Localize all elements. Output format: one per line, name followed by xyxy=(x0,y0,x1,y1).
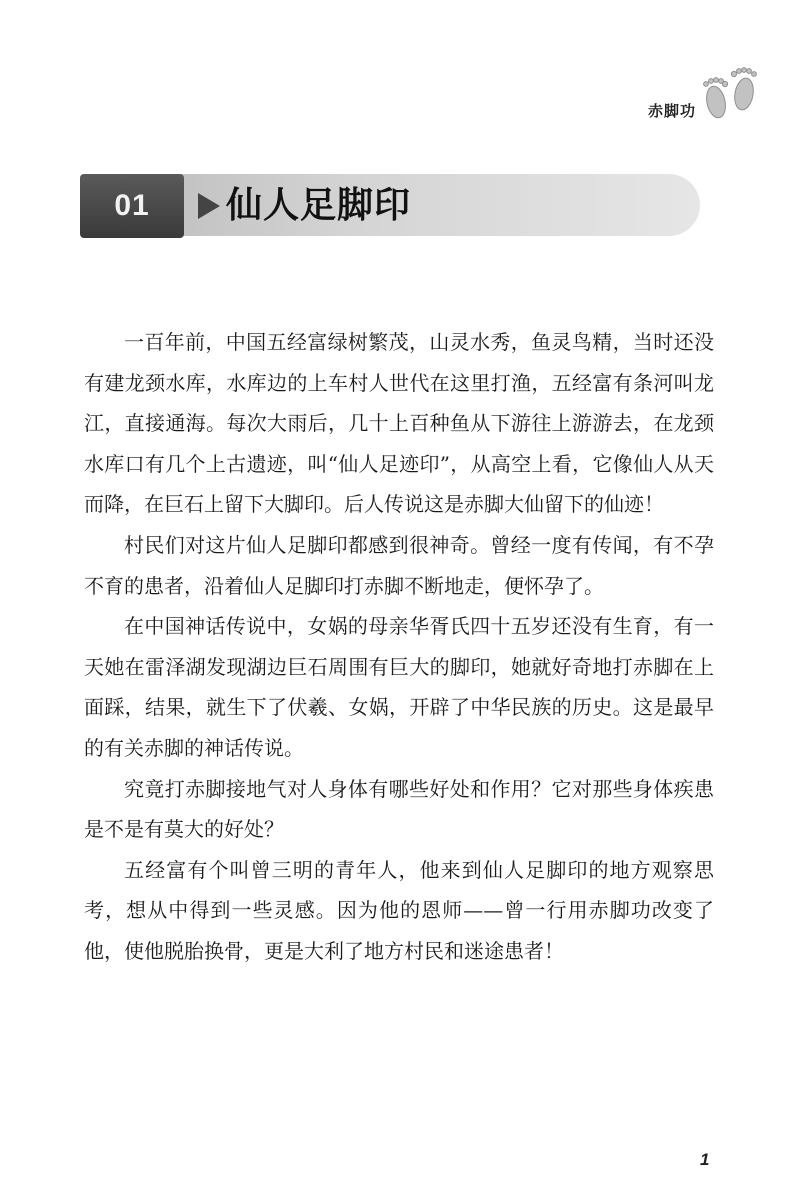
page-number: 1 xyxy=(700,1150,710,1169)
chapter-number: 01 xyxy=(80,174,184,238)
running-title: 赤脚功 xyxy=(648,102,697,120)
paragraph: 五经富有个叫曾三明的青年人，他来到仙人足脚印的地方观察思考，想从中得到一些灵感。因为他的恩师——曾一行用赤脚功改变了他，使他脱胎换骨，更是大利了地方村民和迷途患者！ xyxy=(84,857,714,963)
triangle-right-icon xyxy=(198,193,220,219)
paragraph: 村民们对这片仙人足脚印都感到很神奇。曾经一度有传闻，有不孕不育的患者，沿着仙人足脚印打赤脚不断地走，便怀孕了。 xyxy=(84,532,714,598)
body-text xyxy=(84,322,714,972)
paragraph: 一百年前，中国五经富绿树繁茂，山灵水秀，鱼灵鸟精，当时还没有建龙颈水库，水库边的上车村人世代在这里打渔，五经富有条河叫龙江，直接通海。每次大雨后，几十上百种鱼从下游往上游游去，在龙颈水库口有几个上古遗迹，叫“仙人足迹印”，从高空上看，它像仙人从天而降，在巨石上留下大脚印。后人传说这是赤脚大仙留下的仙迹！ xyxy=(84,330,714,517)
paragraph: 究竟打赤脚接地气对人身体有哪些好处和作用？它对那些身体疾患是不是有莫大的好处？ xyxy=(84,776,714,842)
chapter-title: 仙人足脚印 xyxy=(226,185,412,226)
footprints-icon xyxy=(694,64,766,126)
chapter-heading xyxy=(80,174,700,238)
paragraph: 在中国神话传说中，女娲的母亲华胥氏四十五岁还没有生育，有一天她在雷泽湖发现湖边巨石周围有巨大的脚印，她就好奇地打赤脚在上面踩，结果，就生下了伏羲、女娲，开辟了中华民族的历史。这是最早的有关赤脚的神话传说。 xyxy=(84,614,714,760)
